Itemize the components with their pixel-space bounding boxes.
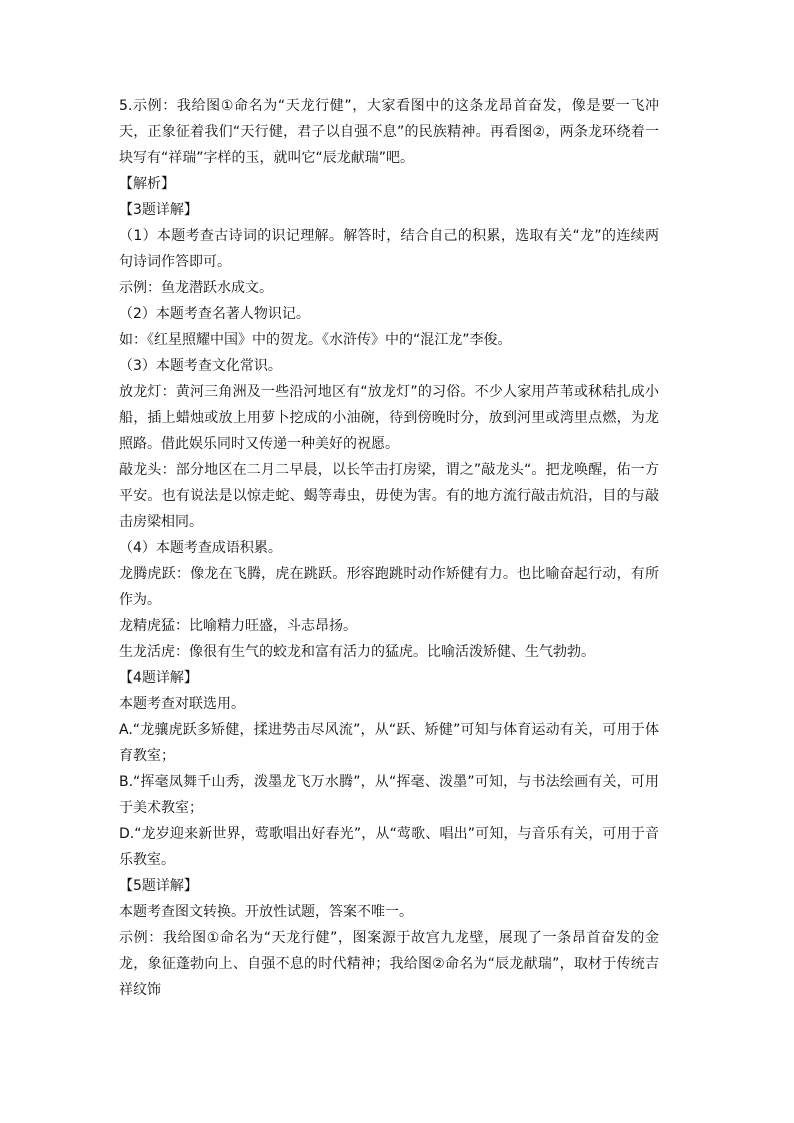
heading-question-4: 【4题详解】 bbox=[119, 670, 198, 686]
heading-question-5: 【5题详解】 bbox=[119, 878, 198, 894]
paragraph-q4-intro: 本题考查对联选用。 bbox=[119, 696, 245, 712]
paragraph-item-1: （1）本题考查古诗词的识记理解。解答时，结合自己的积累，选取有关“龙”的连续两句诗词作答即可。 bbox=[119, 228, 659, 270]
paragraph-q5-example: 示例：我给图①命名为“天龙行健”，图案源于故宫九龙壁，展现了一条昂首奋发的金龙，象征蓬勃向上、自强不息的时代精神；我给图②命名为“辰龙献瑞”，取材于传统吉祥纹饰 bbox=[119, 930, 659, 998]
paragraph-item-2: （2）本题考查名著人物识记。 bbox=[119, 306, 310, 322]
paragraph-example-1: 示例：鱼龙潜跃水成文。 bbox=[119, 280, 273, 296]
paragraph-option-a: A.“龙骧虎跃多矫健，揉进势击尽风流”，从“跃、矫健”可知与体育运动有关，可用于体育教室； bbox=[119, 722, 659, 764]
heading-analysis: 【解析】 bbox=[119, 176, 175, 192]
paragraph-idiom-2: 龙精虎猛：比喻精力旺盛，斗志昂扬。 bbox=[119, 618, 357, 634]
paragraph-option-d: D.“龙岁迎来新世界，莺歌唱出好春光”，从“莺歌、唱出”可知，与音乐有关，可用于音乐教室。 bbox=[119, 826, 659, 868]
paragraph-dragon-head: 敲龙头：部分地区在二月二早晨，以长竿击打房梁，谓之”敲龙头“。把龙唤醒，佑一方平安。也有说法是以惊走蛇、蝎等毒虫，毋使为害。有的地方流行敲击炕沿，目的与敲击房梁相同。 bbox=[119, 462, 659, 530]
paragraph-item-3: （3）本题考查文化常识。 bbox=[119, 358, 282, 374]
document-body bbox=[119, 93, 659, 1003]
paragraph-answer-5: 5.示例：我给图①命名为“天龙行健”，大家看图中的这条龙昂首奋发，像是要一飞冲天，正象征着我们“天行健，君子以自强不息”的民族精神。再看图②，两条龙环绕着一块写有“祥瑞”字样的玉，就叫它“辰龙献瑞”吧。 bbox=[119, 98, 659, 166]
paragraph-option-b: B.“挥毫凤舞千山秀，泼墨龙飞万水腾”，从“挥毫、泼墨”可知，与书法绘画有关，可用于美术教室； bbox=[119, 774, 659, 816]
paragraph-idiom-3: 生龙活虎：像很有生气的蛟龙和富有活力的猛虎。比喻活泼矫健、生气勃勃。 bbox=[119, 644, 595, 660]
paragraph-idiom-1: 龙腾虎跃：像龙在飞腾，虎在跳跃。形容跑跳时动作矫健有力。也比喻奋起行动，有所作为。 bbox=[119, 566, 659, 608]
paragraph-example-2: 如：《红星照耀中国》中的贺龙。《水浒传》中的“混江龙”李俊。 bbox=[119, 332, 512, 348]
paragraph-item-4: （4）本题考查成语积累。 bbox=[119, 540, 282, 556]
heading-question-3: 【3题详解】 bbox=[119, 202, 198, 218]
paragraph-q5-intro: 本题考查图文转换。开放性试题，答案不唯一。 bbox=[119, 904, 413, 920]
paragraph-dragon-lantern: 放龙灯：黄河三角洲及一些沿河地区有“放龙灯”的习俗。不少人家用芦苇或秫秸扎成小船，插上蜡烛或放上用萝卜挖成的小油碗，待到傍晚时分，放到河里或湾里点燃，为龙照路。借此娱乐同时又传递一种美好的祝愿。 bbox=[119, 384, 659, 452]
